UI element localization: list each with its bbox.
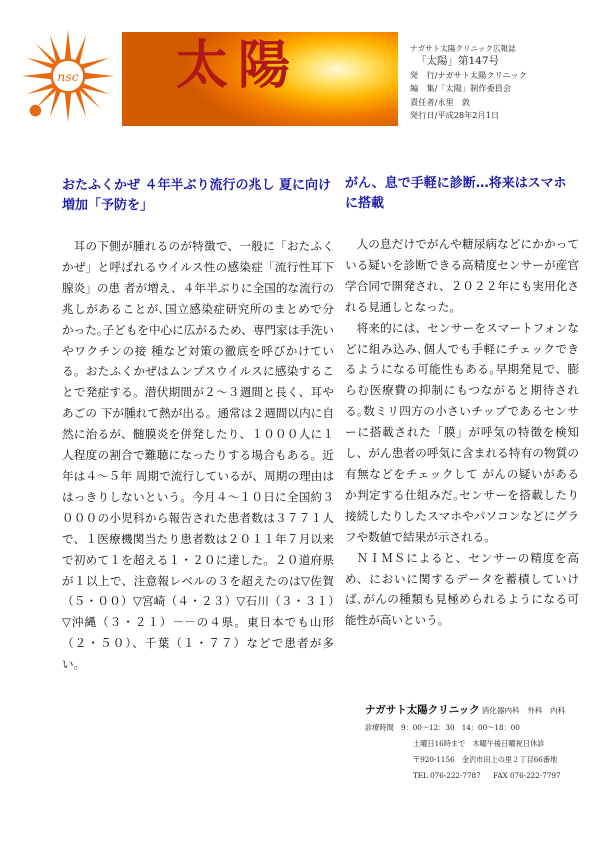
issue-number: 「太陽」第147号 [416,55,500,68]
publication-info [410,42,596,122]
masthead-banner [122,32,398,126]
publisher: 発 行/ナガサト太陽クリニック [410,69,527,80]
article-headline-breath-test: がん、息で手軽に診断…将来はスマホに搭載 [345,176,567,211]
clinic-departments: 消化器内科 外科 内科 [481,706,566,715]
clinic-name: ナガサト太陽クリニック [365,704,480,716]
logo-text: nsc [57,68,79,84]
clinic-address: 〒920-1156 金沢市田上の里２丁目66番地 [413,755,558,764]
clinic-hours: 診療時間 9：00～12：30 14：00～18：00 [365,723,520,732]
article-headline-mumps: おたふくかぜ ４年半ぶり流行の兆し 夏に向け増加「予防を」 [62,178,332,213]
responsible-person: 責任者/永里 敦 [410,96,471,107]
clinic-name-line [365,702,565,717]
article-paragraph: 将来的には、センサーをスマートフォンなどに組み込み､個人でも手軽にチェックできるようになる可能性もある｡早期発見で、膨らむ医療費の抑制にもつながると期待される｡数ミリ四方の小さいチップであるセンサーに搭載された「膜」が呼気の特徴を検知し、がん患者の呼気に含まれる特有の物質の有無などをチェックして がんの疑いがあるか判定する仕組みだ｡センサーを搭載したり接続したりしたスマホやパソコンなどにグラフや数値で結果が示される。 [345,320,579,544]
clinic-tel: TEL 076-222-7787 [413,771,481,780]
issue-date: 発行日/平成28年2月1日 [410,110,500,121]
article-body-mumps [62,236,334,675]
clinic-contact-box [365,700,575,784]
masthead-title: 太陽 [176,35,301,96]
clinic-fax: FAX 076-222-7797 [493,771,561,780]
sun-logo [20,28,116,124]
clinic-closed-days: 土曜日16時まで 木曜午後日曜祝日休診 [413,739,545,748]
publication-name: ナガサト太陽クリニック広報誌 [410,44,516,53]
article-body-breath-test [345,234,579,631]
editor: 編 集/「太陽」制作委員会 [410,83,512,94]
article-paragraph: ＮＩＭＳによると、センサーの精度を高め、においに関するデータを蓄積していけば､がんの種類も見極められるようになる可能性が高いという。 [345,550,579,628]
article-paragraph: 耳の下側が腫れるのが特徴で、一般に「おたふくかぜ」と呼ばれるウイルス性の感染症「流行性耳下腺炎」の患 者が増え、４年半ぶりに全国的な流行の兆しがあることが､国立感染症研究所のまとめで分かった｡子どもを中心に広がるため、専門家は手洗いやワクチンの接 種など対策の徹底を呼びかけている。おたふくかぜはムンプスウイルスに感染することで発症する。潜伏期間が２～３週間と長く、耳やあごの 下が腫れて熱が出る。通常は２週間以内に自然に治るが、髄膜炎を併発したり、１０００人に１人程度の割合で難聴になったりする場合もある。近年は４～５年 周期で流行しているが、周期の理由ははっきりしないという。今月４～１０日に全国約３０００の小児科から報告された患者数は３７７１人 で、１医療機関当たり患者数は２０１１年７月以来で初めて１を超える１・２０に達した。２０道府県が１以上で、注意報レベルの３を超えたのは▽佐賀（５・００）▽宮崎（４・２３）▽石川（３・３１）▽沖縄（３・２１）－－の４県。東日本でも山形（２・５０）、千葉（１・７７）などで患者が多い。 [62,239,334,672]
article-paragraph: 人の息だけでがんや糖尿病などにかかっている疑いを診断できる高精度センサーが産官学合同で開発され、２０２２年にも実用化される見通しとなった。 [345,237,579,314]
